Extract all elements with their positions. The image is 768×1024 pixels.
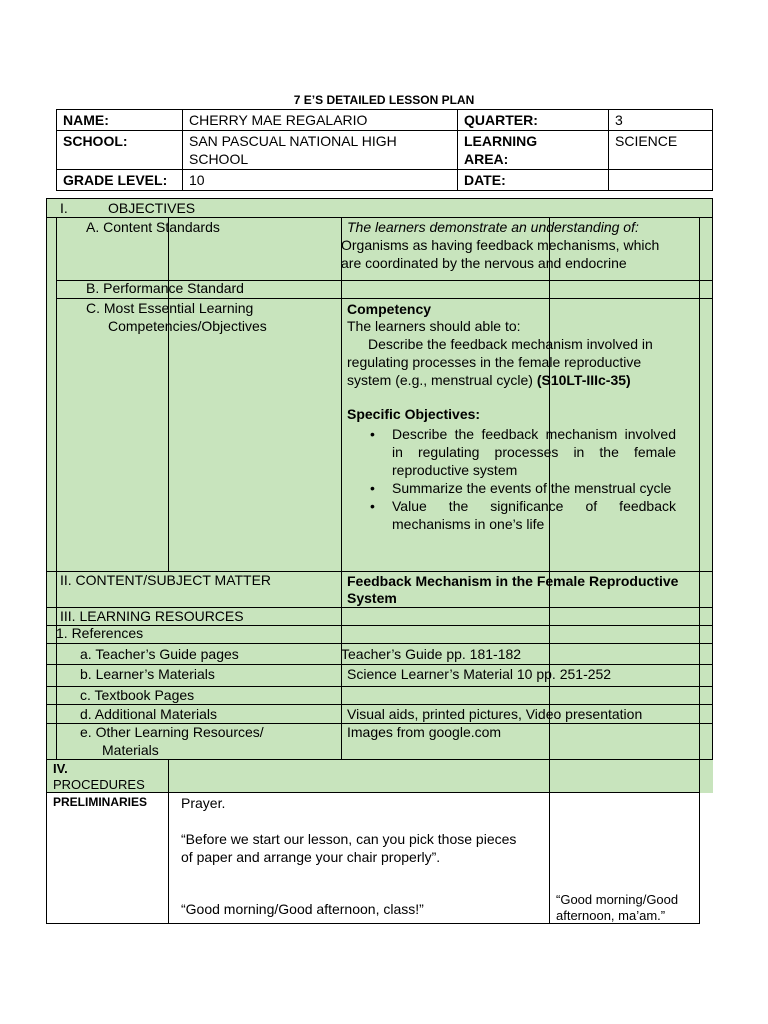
performance-standard-label: B. Performance Standard: [86, 280, 244, 296]
name-label: NAME:: [57, 110, 183, 131]
content-subject-value: Feedback Mechanism in the Female Reproductive: [347, 573, 679, 589]
teacher-greeting: “Good morning/Good afternoon, class!”: [181, 901, 424, 917]
resource-value: Teacher’s Guide pp. 181-182: [341, 646, 522, 662]
learning-area-label: LEARNING AREA:: [458, 131, 609, 170]
specific-objectives-list: [348, 425, 676, 533]
grade-level-value: 10: [183, 170, 458, 191]
student-response: afternoon, ma’am.”: [556, 908, 666, 923]
resource-value: Visual aids, printed pictures, Video presentation: [347, 706, 643, 722]
objectives-heading: OBJECTIVES: [108, 200, 196, 216]
document-title: 7 E’S DETAILED LESSON PLAN: [293, 93, 475, 107]
resource-label: a. Teacher’s Guide pages: [80, 646, 239, 662]
date-value: [609, 170, 713, 191]
school-label: SCHOOL:: [57, 131, 183, 170]
teacher-instruction: of paper and arrange your chair properly”.: [181, 849, 441, 865]
resource-value: Images from google.com: [347, 724, 502, 740]
quarter-label: QUARTER:: [458, 110, 609, 131]
grid-line: [712, 198, 713, 759]
teacher-prayer: Prayer.: [181, 795, 226, 811]
competency-text: system (e.g., menstrual cycle) (S10LT-IIIc-35): [347, 372, 631, 388]
grid-line: [168, 759, 169, 924]
resource-label: c. Textbook Pages: [80, 687, 195, 703]
grid-line: [46, 759, 713, 760]
content-subject-label: II. CONTENT/SUBJECT MATTER: [60, 572, 272, 588]
grid-line: [56, 217, 57, 759]
grid-line: [46, 625, 713, 626]
specific-objectives-heading: Specific Objectives:: [347, 406, 481, 422]
student-response: “Good morning/Good: [556, 892, 679, 907]
competency-code: (S10LT-IIIc-35): [536, 372, 631, 388]
grid-line: [341, 217, 342, 759]
procedures-label: PROCEDURES: [53, 777, 145, 792]
objectives-number: I.: [60, 200, 68, 216]
resource-label: b. Learner’s Materials: [80, 666, 215, 682]
resource-label: e. Other Learning Resources/: [80, 724, 264, 740]
grid-line: [549, 217, 550, 923]
content-standards-text: are coordinated by the nervous and endocrine: [341, 255, 627, 271]
content-standards-text: Organisms as having feedback mechanisms, which: [341, 237, 660, 253]
content-subject-value: System: [347, 590, 397, 606]
teacher-instruction: “Before we start our lesson, can you pick those pieces: [181, 831, 517, 847]
grade-level-label: GRADE LEVEL:: [57, 170, 183, 191]
references-label: 1. References: [56, 625, 144, 641]
melc-label: Competencies/Objectives: [108, 318, 267, 334]
list-item: • Summarize the events of the menstrual cycle: [392, 479, 676, 497]
resource-label: d. Additional Materials: [80, 706, 217, 722]
competency-text: Describe the feedback mechanism involved in: [368, 336, 653, 352]
name-value: CHERRY MAE REGALARIO: [183, 110, 458, 131]
list-item: • Value the significance of feedback mechanisms in one’s life: [392, 497, 676, 533]
content-standards-intro: The learners demonstrate an understanding of:: [347, 219, 639, 235]
grid-line: [699, 217, 700, 923]
competency-intro: The learners should able to:: [347, 318, 521, 334]
procedures-number: IV.: [53, 761, 68, 776]
learning-resources-label: III. LEARNING RESOURCES: [60, 608, 244, 624]
date-label: DATE:: [458, 170, 609, 191]
list-item: • Describe the feedback mechanism involved in regulating processes in the female reproductive system: [392, 425, 676, 479]
melc-label: C. Most Essential Learning: [86, 300, 254, 316]
learning-area-value: SCIENCE: [609, 131, 713, 170]
grid-line: [168, 217, 169, 571]
content-standards-label: A. Content Standards: [86, 219, 220, 235]
header-table: [56, 109, 713, 191]
preliminaries-label: PRELIMINARIES: [53, 795, 148, 809]
grid-line: [46, 198, 47, 924]
grid-line: [46, 643, 713, 644]
competency-text: regulating processes in the female reproductive: [347, 354, 642, 370]
resource-label: Materials: [102, 742, 159, 758]
competency-heading: Competency: [347, 301, 432, 317]
resource-value: Science Learner’s Material 10 pp. 251-252: [347, 666, 612, 682]
school-value: SAN PASCUAL NATIONAL HIGH SCHOOL: [183, 131, 458, 170]
quarter-value: 3: [609, 110, 713, 131]
